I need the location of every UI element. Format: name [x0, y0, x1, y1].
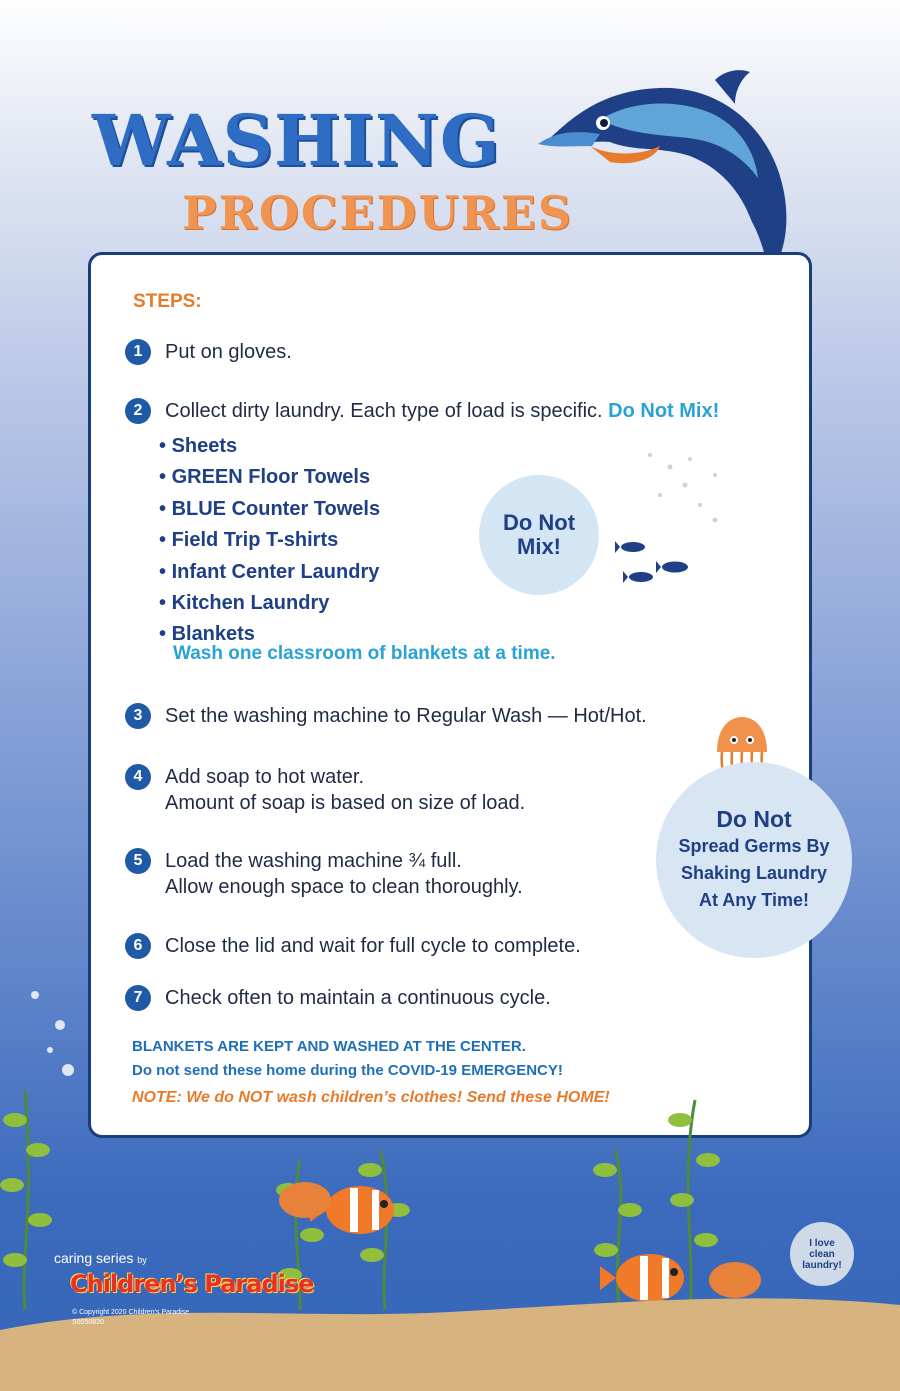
list-item: • Sheets — [159, 431, 380, 462]
do-not-mix-accent: Do Not Mix! — [608, 400, 720, 422]
germ-line3: Shaking Laundry — [680, 863, 828, 883]
bubble-cluster — [640, 445, 730, 535]
do-not-mix-bubble — [479, 475, 599, 595]
title-washing: WASHING — [92, 99, 501, 182]
procedure-card — [88, 252, 812, 1138]
copyright-line: © Copyright 2020 Children’s Paradise — [72, 1309, 190, 1316]
germ-line1: Do Not — [716, 806, 792, 832]
notice-line2: Do not send these home during the COVID-19 EMERGENCY! — [132, 1062, 563, 1079]
series-by: by — [137, 1255, 147, 1265]
step-text-line1: Add soap to hot water. — [165, 766, 365, 788]
clothes-note: NOTE: We do NOT wash children’s clothes! Send these HOME! — [132, 1089, 610, 1106]
step-number: 2 — [125, 398, 151, 424]
small-fish-icon — [615, 535, 695, 585]
step-text — [165, 398, 719, 424]
series-label: caring series — [54, 1250, 134, 1266]
mix-line2: Mix! — [517, 534, 561, 559]
product-code: S0050820 — [72, 1319, 104, 1326]
steps-heading: STEPS: — [133, 291, 202, 312]
list-item: • Infant Center Laundry — [159, 557, 380, 588]
sand-floor — [0, 1290, 900, 1391]
love-line2: clean — [809, 1248, 835, 1260]
step-number: 5 — [125, 848, 151, 874]
step-text-line2: Amount of soap is based on size of load. — [165, 792, 526, 814]
step-text: Close the lid and wait for full cycle to complete. — [165, 935, 581, 957]
brand-series — [54, 1250, 147, 1266]
title-procedures: PROCEDURES — [182, 186, 574, 240]
step-number: 7 — [125, 985, 151, 1011]
list-item: • Blankets — [159, 619, 380, 650]
do-not-spread-germs-bubble — [656, 762, 852, 958]
list-item: • Field Trip T-shirts — [159, 525, 380, 556]
step-number: 4 — [125, 764, 151, 790]
step-text-line1: Load the washing machine ¾ full. — [165, 850, 462, 872]
mix-line1: Do Not — [502, 510, 576, 535]
copyright — [72, 1308, 189, 1328]
load-types-list — [159, 431, 380, 651]
love-line1: I love — [809, 1237, 835, 1249]
germ-line4: At Any Time! — [698, 890, 809, 910]
list-item: • BLUE Counter Towels — [159, 494, 380, 525]
step-text: Check often to maintain a continuous cycle. — [165, 987, 551, 1009]
step-text: Put on gloves. — [165, 341, 292, 363]
step-text-line2: Allow enough space to clean thoroughly. — [165, 876, 523, 898]
germ-line2: Spread Germs By — [678, 836, 830, 856]
blanket-note: Wash one classroom of blankets at a time. — [173, 643, 556, 664]
brand-block — [54, 1250, 314, 1326]
list-item: • Kitchen Laundry — [159, 588, 380, 619]
step-2-text: Collect dirty laundry. Each type of load is specific. — [165, 400, 603, 422]
list-item: • GREEN Floor Towels — [159, 462, 380, 493]
childrens-paradise-logo: Children’s Paradise — [70, 1270, 314, 1298]
step-text: Set the washing machine to Regular Wash — Hot/Hot. — [165, 705, 647, 727]
step-number: 1 — [125, 339, 151, 365]
love-line3: laundry! — [802, 1259, 842, 1271]
step-number: 6 — [125, 933, 151, 959]
notice-line1: BLANKETS ARE KEPT AND WASHED AT THE CENTER. — [132, 1038, 526, 1055]
step-number: 3 — [125, 703, 151, 729]
i-love-clean-laundry-bubble — [790, 1222, 854, 1286]
